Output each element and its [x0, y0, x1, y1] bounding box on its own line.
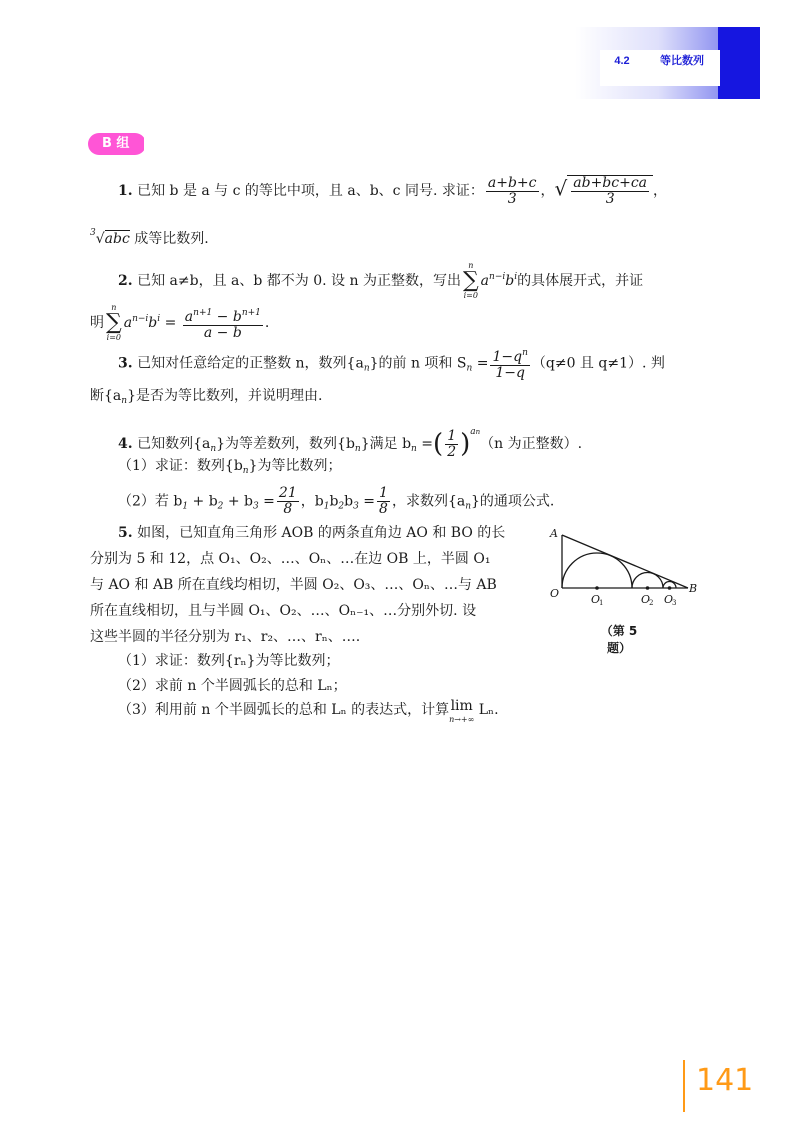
page-number-bar	[683, 1060, 685, 1112]
problem-3-line-1: 3. 已知对任意给定的正整数 n，数列$\{a_n\}$的前 n 项和 $S_n$ = $\frac{1-q^n}{1-q}$ （q≠0 且 q≠1）. 判	[118, 348, 665, 381]
svg-text:1: 1	[599, 599, 604, 607]
problem-4-sub-2: （2）若 $b_1 + b_2 + b_3$ = $\frac{21}{8}$ ，$b_1b_2b_3$ = $\frac{1}{8}$ ，求数列$\{a_n\}$的通项公式.	[118, 485, 555, 517]
page-number: 141	[696, 1063, 754, 1098]
semicircle-O1	[562, 553, 632, 588]
label-O2: O	[641, 593, 651, 606]
fraction: $\frac{1-q^n}{1-q}$	[492, 348, 528, 381]
fraction: $\frac{1}{8}$	[379, 485, 388, 517]
fraction: $\frac{a+b+c}{3}$	[487, 174, 537, 207]
problem-5-line-1: 5. 如图，已知直角三角形 AOB 的两条直角边 AO 和 BO 的长	[118, 525, 506, 541]
label-O: O	[550, 587, 560, 600]
section-number: 4.2	[614, 55, 630, 67]
figure-caption: （第 5 题）	[600, 624, 638, 655]
problem-5-line-4: 所在直线相切，且与半圆 O₁、O₂、…、Oₙ₋₁、…分别外切. 设	[90, 603, 477, 619]
problem-4-sub-1: （1）求证：数列$\{b_n\}$为等比数列；	[118, 458, 342, 476]
limit: lim n→+∞	[449, 698, 475, 724]
problem-5-sub-3: （3）利用前 n 个半圆弧长的总和 Lₙ 的表达式，计算 lim n→+∞ Lₙ.	[118, 699, 499, 727]
fraction: $\frac{a^{n+1} - b^{n+1}}{a - b}$	[184, 307, 261, 341]
summation: n ∑ i=0	[462, 261, 479, 300]
label-A: A	[550, 527, 558, 540]
side-AB	[562, 535, 688, 588]
label-B: B	[689, 582, 698, 595]
section-title: 等比数列	[660, 55, 704, 67]
header-blue-block	[718, 27, 760, 99]
point-O2	[646, 586, 650, 590]
problem-number: 1.	[118, 183, 133, 199]
triangle-semicircles-figure	[540, 525, 700, 615]
problem-1-line-1: 1. 已知 b 是 a 与 c 的等比中项，且 a、b、c 同号. 求证： $\frac{a+b+c}{3}$ ，√ $\frac{ab+bc+ca}{3}$ ，	[118, 174, 668, 207]
fraction: $\frac{21}{8}$	[278, 485, 297, 517]
problem-1-line-2: $^3$√abc 成等比数列.	[90, 228, 209, 247]
problem-3-line-2: 断$\{a_n\}$是否为等比数列，并说明理由.	[90, 388, 323, 406]
square-root: √ $\frac{ab+bc+ca}{3}$	[555, 175, 654, 207]
fraction: $\frac{1}{2}$	[447, 427, 457, 460]
summation: n ∑ i=0	[106, 303, 122, 342]
problem-2-line-1: 2. 已知 a≠b，且 a、b 都不为 0. 设 n 为正整数，写出 n ∑ i=0 $a^{n-i}b^i$的具体展开式，并证	[118, 261, 644, 300]
problem-5-line-3: 与 AO 和 AB 所在直线均相切，半圆 O₂、O₃、…、Oₙ、…与 AB	[90, 577, 497, 593]
point-O1	[595, 586, 599, 590]
label-O3: O	[664, 593, 674, 606]
problem-5-line-5: 这些半圆的半径分别为 r₁、r₂、…、rₙ、….	[90, 629, 361, 645]
problem-5-sub-2: （2）求前 n 个半圆弧长的总和 Lₙ；	[118, 678, 347, 694]
svg-text:2: 2	[649, 599, 654, 607]
label-O1: O	[591, 593, 601, 606]
problem-5-line-2: 分别为 5 和 12，点 O₁、O₂、…、Oₙ、…在边 OB 上，半圆 O₁	[90, 551, 491, 567]
group-badge: B 组	[88, 133, 146, 155]
problem-5-sub-1: （1）求证：数列{rₙ}为等比数列；	[118, 653, 340, 669]
svg-text:3: 3	[672, 599, 677, 607]
problem-2-line-2: 明 n ∑ i=0 $a^{n-i}b^i$ = $\frac{a^{n+1} - b^{n+1}}{a - b}$ .	[90, 303, 270, 342]
problem-4-line-1: 4. 已知数列$\{a_n\}$为等差数列，数列$\{b_n\}$满足 $b_n$ =( $\frac{1}{2}$ )$^{an}$（n 为正整数）.	[118, 427, 583, 460]
point-O3	[668, 586, 672, 590]
